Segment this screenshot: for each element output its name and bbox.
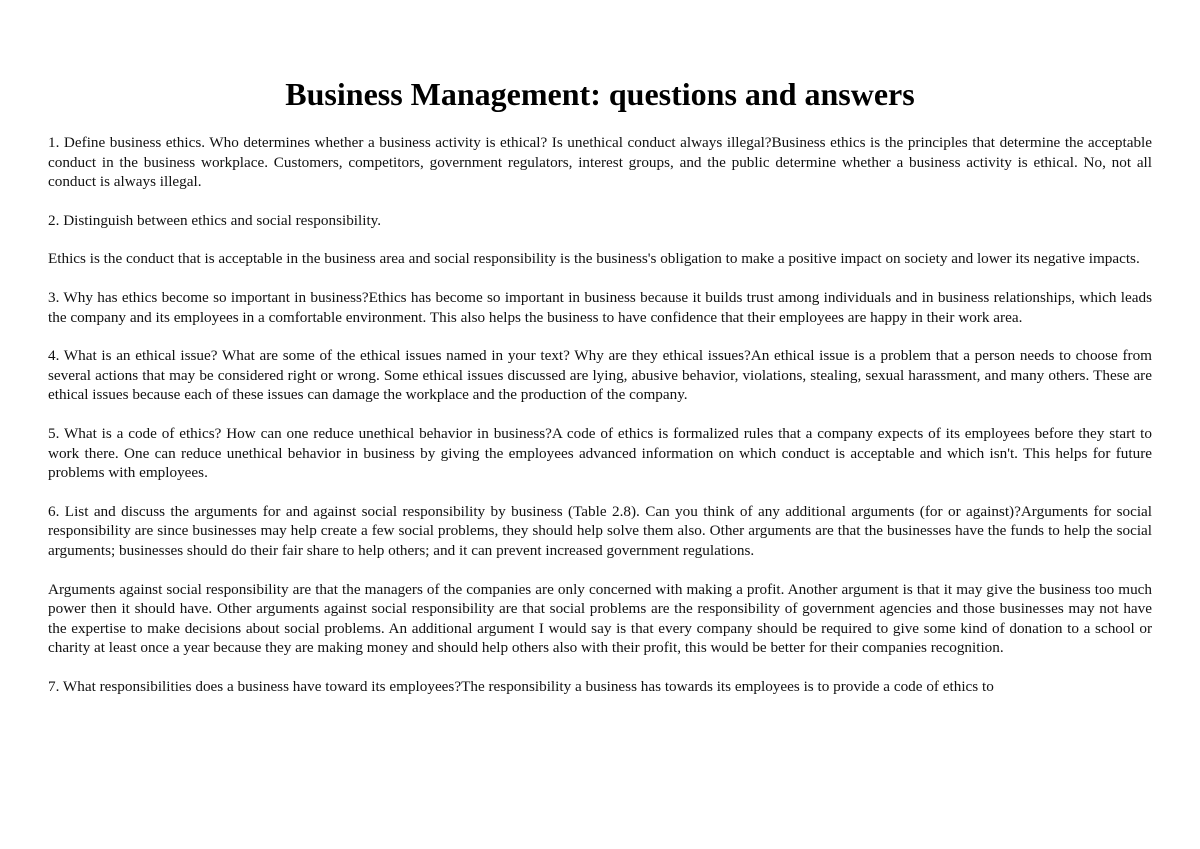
document-title: Business Management: questions and answers [285,76,915,112]
answer-paragraph-4: 4. What is an ethical issue? What are some of the ethical issues named in your text? Why are they ethical issues?An ethical issue is a problem that a person needs to choose from several actions that may be considered right or wrong. Some ethical issues discussed are lying, abusive behavior, violations, stealing, sexual harassment, and many others. These are ethical issues because each of these issues can damage the workplace and the production of the company. [48,347,1152,404]
answer-paragraph-6-continued: Arguments against social responsibility are that the managers of the companies are only concerned with making a profit. Another argument is that it may give the business too much power then it should have. Other arguments against social responsibility are that social problems are the responsibility of government agencies and those businesses may not have the expertise to make decisions about social problems. An additional argument I would say is that every company should be required to give some kind of donation to a school or charity at least once a year because they are making money and should help others also with their profit, this would be better for their companies recognition. [48,580,1152,657]
answer-paragraph-2: Ethics is the conduct that is acceptable in the business area and social responsibility is the business's obligation to make a positive impact on society and lower its negative impacts. [48,250,1140,268]
answer-paragraph-3: 3. Why has ethics become so important in business?Ethics has become so important in business because it builds trust among individuals and in business relationships, which leads the company and its employees in a comfortable environment. This also helps the business to have confidence that their employees are happy in their work area. [48,288,1152,326]
answer-paragraph-6: 6. List and discuss the arguments for and against social responsibility by business (Table 2.8). Can you think of any additional arguments (for or against)?Arguments for social responsibility are since businesses may help create a few social problems, they should help solve them also. Other arguments are that the businesses have the funds to help the social arguments; businesses should do their fair share to help others; and it can prevent increased government regulations. [48,502,1152,559]
document-page [48,72,1152,696]
question-paragraph-2: 2. Distinguish between ethics and social responsibility. [48,211,382,229]
answer-paragraph-1: 1. Define business ethics. Who determines whether a business activity is ethical? Is unethical conduct always illegal?Business ethics is the principles that determine the acceptable conduct in the business workplace. Customers, competitors, government regulators, interest groups, and the public determine whether a business activity is ethical. No, not all conduct is always illegal. [48,134,1152,191]
answer-paragraph-7: 7. What responsibilities does a business have toward its employees?The responsibility a business has towards its employees is to provide a code of ethics to [48,677,994,695]
answer-paragraph-5: 5. What is a code of ethics? How can one reduce unethical behavior in business?A code of ethics is formalized rules that a company expects of its employees before they start to work there. One can reduce unethical behavior in business by giving the employees advanced information on which conduct is acceptable and which isn't. This helps for future problems with employees. [48,424,1152,482]
